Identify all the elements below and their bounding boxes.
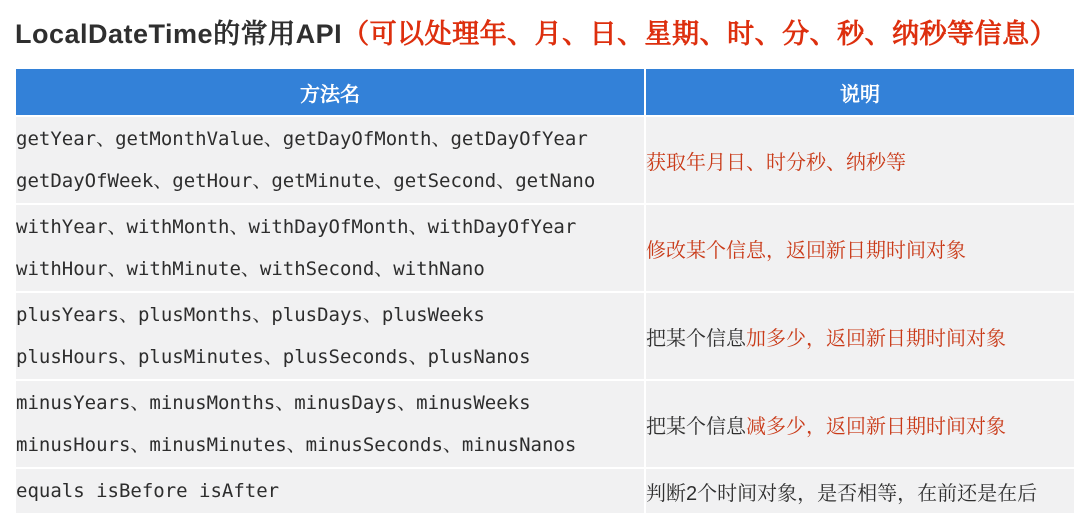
method-cell [15, 116, 645, 204]
page-title-highlight: （可以处理年、月、日、星期、时、分、秒、纳秒等信息） [342, 19, 1058, 49]
method-line: plusYears、plusMonths、plusDays、plusWeeks [16, 304, 485, 326]
method-line: plusHours、plusMinutes、plusSeconds、plusNanos [16, 346, 531, 368]
description-cell [645, 468, 1075, 514]
description-cell [645, 292, 1075, 380]
table-row [15, 204, 1075, 292]
method-line: equals isBefore isAfter [16, 480, 280, 502]
description-segment: 加多少，返回新日期时间对象 [746, 327, 1006, 350]
page-title [0, 0, 1081, 51]
description-cell [645, 380, 1075, 468]
method-cell [15, 204, 645, 292]
description-segment: 把某个信息 [646, 415, 746, 438]
method-cell [15, 468, 645, 514]
header-row [15, 68, 1075, 116]
description-segment: 减多少，返回新日期时间对象 [746, 415, 1006, 438]
api-table [14, 67, 1076, 515]
method-line: minusYears、minusMonths、minusDays、minusWeeks [16, 392, 531, 414]
table-row [15, 468, 1075, 514]
description-cell [645, 204, 1075, 292]
table-row [15, 380, 1075, 468]
column-header-description: 说明 [645, 68, 1075, 116]
method-cell [15, 292, 645, 380]
method-cell [15, 380, 645, 468]
description-segment: 修改某个信息，返回新日期时间对象 [646, 239, 966, 262]
api-table-body [15, 116, 1075, 514]
description-segment: 获取年月日、时分秒、纳秒等 [646, 151, 906, 174]
method-line: getYear、getMonthValue、getDayOfMonth、getDayOfYear [16, 128, 588, 150]
description-segment: 判断2个时间对象，是否相等，在前还是在后 [646, 482, 1038, 505]
method-line: getDayOfWeek、getHour、getMinute、getSecond、getNano [16, 170, 596, 192]
table-row [15, 116, 1075, 204]
description-cell [645, 116, 1075, 204]
description-segment: 把某个信息 [646, 327, 746, 350]
column-header-method: 方法名 [15, 68, 645, 116]
api-table-header [15, 68, 1075, 116]
method-line: minusHours、minusMinutes、minusSeconds、minusNanos [16, 434, 577, 456]
method-line: withHour、withMinute、withSecond、withNano [16, 258, 485, 280]
method-line: withYear、withMonth、withDayOfMonth、withDayOfYear [16, 216, 577, 238]
page-title-main: LocalDateTime的常用API [15, 19, 343, 49]
table-row [15, 292, 1075, 380]
